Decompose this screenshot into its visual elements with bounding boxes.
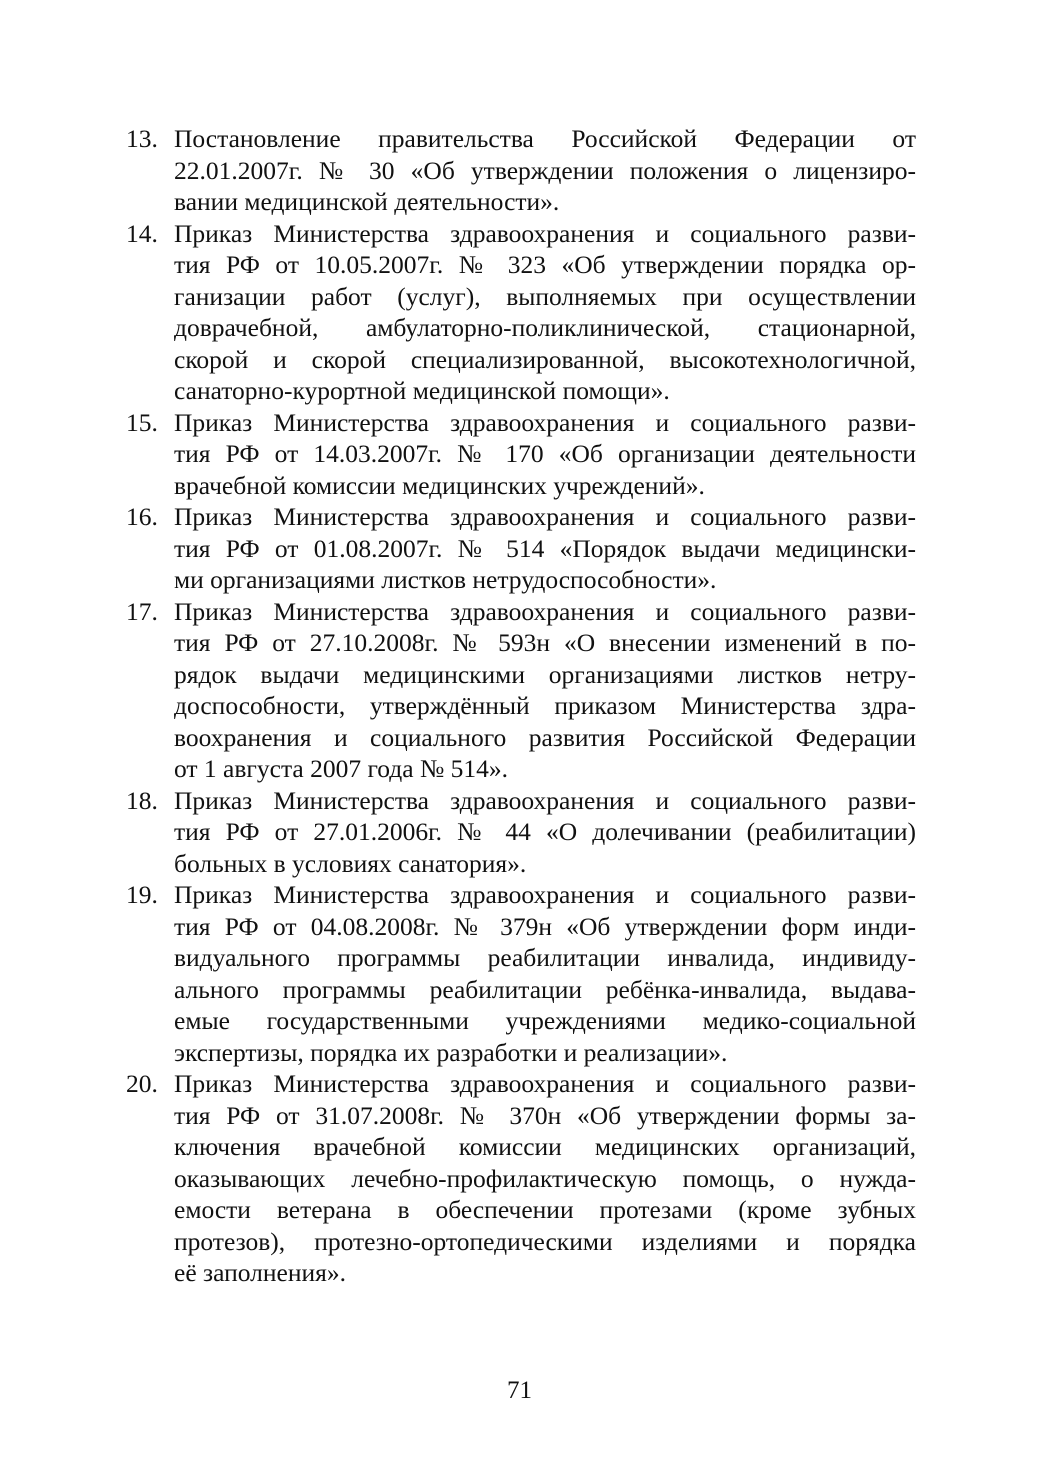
reference-text-line: тия РФ от 27.10.2008г. № 593н «О внесении изменений в по- — [174, 628, 916, 657]
reference-text-line: Приказ Министерства здравоохранения и социального разви- — [174, 880, 916, 909]
reference-text-line: 22.01.2007г. № 30 «Об утверждении положения о лицензиро- — [174, 155, 916, 185]
reference-item — [0, 501, 1039, 596]
reference-item — [0, 785, 1039, 880]
reference-text-line: скорой и скорой специализированной, высокотехнологичной, — [174, 344, 916, 374]
reference-item — [0, 407, 1039, 502]
reference-item — [0, 596, 1039, 785]
reference-text-line: ключения врачебной комиссии медицинских организаций, — [174, 1132, 916, 1161]
reference-text-line: врачебной комиссии медицинских учреждений». — [174, 470, 705, 500]
reference-text-line: Приказ Министерства здравоохранения и социального разви- — [174, 1069, 916, 1098]
reference-text-line: ганизации работ (услуг), выполняемых при осуществлении — [174, 281, 916, 311]
reference-number: 19. — [126, 880, 158, 909]
reference-text-line: больных в условиях санатория». — [174, 848, 527, 878]
reference-item — [0, 123, 1039, 218]
reference-text-line: емые государственными учреждениями медико-социальной — [174, 1006, 916, 1035]
reference-text-line: Постановление правительства Российской Федерации от — [174, 124, 916, 153]
reference-text-line: доспособности, утверждённый приказом Министерства здра- — [174, 691, 916, 720]
reference-item — [0, 879, 1039, 1068]
reference-text-line: тия РФ от 14.03.2007г. № 170 «Об организации деятельности — [174, 439, 916, 468]
reference-text-line: её заполнения». — [174, 1258, 346, 1287]
reference-text-line: емости ветерана в обеспечении протезами (кроме зубных — [174, 1195, 916, 1224]
reference-text-line: воохранения и социального развития Российской Федерации — [174, 722, 916, 752]
reference-number: 13. — [126, 124, 158, 153]
reference-text-line: тия РФ от 31.07.2008г. № 370н «Об утверждении формы за- — [174, 1100, 916, 1130]
reference-item — [0, 1068, 1039, 1289]
reference-number: 17. — [126, 596, 158, 626]
reference-text-line: вании медицинской деятельности». — [174, 187, 560, 216]
reference-number: 16. — [126, 502, 158, 531]
reference-text-line: Приказ Министерства здравоохранения и социального разви- — [174, 407, 916, 437]
reference-text-line: тия РФ от 04.08.2008г. № 379н «Об утверждении форм инди- — [174, 911, 916, 941]
reference-text-line: ми организациями листков нетрудоспособности». — [174, 565, 717, 594]
reference-text-line: Приказ Министерства здравоохранения и социального разви- — [174, 502, 916, 531]
reference-text-line: Приказ Министерства здравоохранения и социального разви- — [174, 785, 916, 815]
reference-text-line: тия РФ от 01.08.2007г. № 514 «Порядок выдачи медицински- — [174, 533, 916, 563]
reference-text-line: санаторно-курортной медицинской помощи». — [174, 376, 670, 405]
reference-text-line: Приказ Министерства здравоохранения и социального разви- — [174, 596, 916, 626]
reference-number: 20. — [126, 1069, 158, 1098]
reference-text-line: от 1 августа 2007 года № 514». — [174, 754, 509, 783]
reference-text-line: ального программы реабилитации ребёнка-инвалида, выдава- — [174, 974, 916, 1004]
reference-text-line: доврачебной, амбулаторно-поликлинической, стационарной, — [174, 313, 916, 342]
reference-text-line: тия РФ от 27.01.2006г. № 44 «О долечивании (реабилитации) — [174, 817, 916, 846]
page-number: 71 — [507, 1377, 532, 1404]
reference-item — [0, 218, 1039, 407]
reference-text-line: оказывающих лечебно-профилактическую помощь, о нужда- — [174, 1163, 916, 1193]
reference-text-line: экспертизы, порядка их разработки и реализации». — [174, 1037, 728, 1067]
reference-list — [0, 123, 1039, 1289]
reference-text-line: Приказ Министерства здравоохранения и социального разви- — [174, 218, 916, 248]
reference-text-line: тия РФ от 10.05.2007г. № 323 «Об утверждении порядка ор- — [174, 250, 916, 279]
reference-text-line: протезов), протезно-ортопедическими изделиями и порядка — [174, 1226, 916, 1256]
reference-text-line: рядок выдачи медицинскими организациями листков нетру- — [174, 659, 916, 689]
reference-number: 18. — [126, 785, 158, 815]
reference-text-line: видуального программы реабилитации инвалида, индивиду- — [174, 943, 916, 972]
reference-number: 14. — [126, 218, 158, 248]
reference-number: 15. — [126, 407, 158, 437]
